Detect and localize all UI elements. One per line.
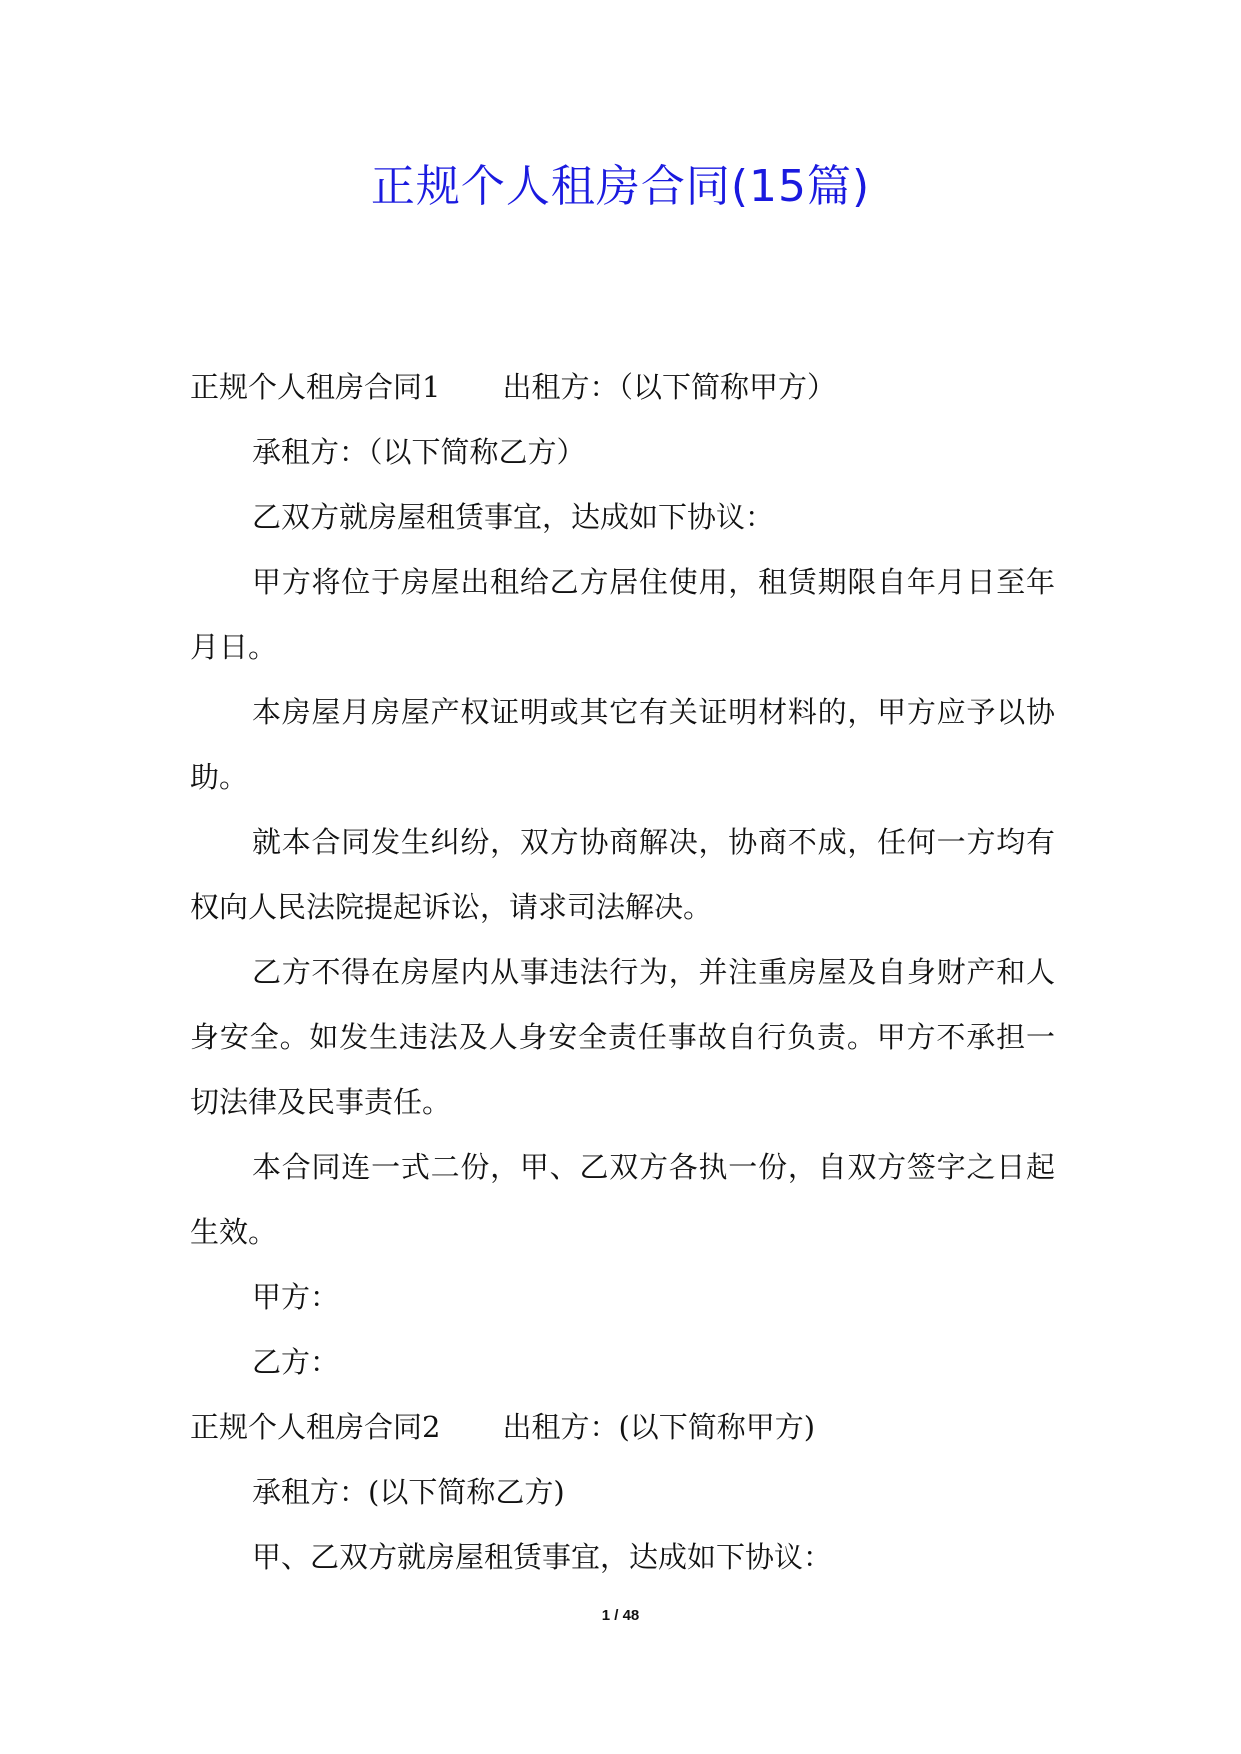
section-heading-tail: 出租方：(以下简称甲方) [502, 1410, 816, 1444]
section-heading-line [190, 355, 1055, 420]
paragraph: 本房屋月房屋产权证明或其它有关证明材料的，甲方应予以协助。 [190, 695, 1055, 794]
document-body [190, 355, 1055, 1590]
paragraph: 承租方：（以下简称乙方） [252, 435, 586, 469]
paragraph: 甲、乙双方就房屋租赁事宜，达成如下协议： [252, 1540, 833, 1574]
page-number: 1 / 48 [601, 1607, 640, 1624]
section-heading-tail: 出租方：（以下简称甲方） [502, 370, 836, 404]
section-heading: 正规个人租房合同2 [190, 1410, 441, 1444]
signature-line-party-a: 甲方： [252, 1280, 340, 1314]
section-heading-line [190, 1395, 1055, 1460]
paragraph: 乙方不得在房屋内从事违法行为，并注重房屋及自身财产和人身安全。如发生违法及人身安全责任事故自行负责。甲方不承担一切法律及民事责任。 [190, 955, 1055, 1119]
paragraph: 乙双方就房屋租赁事宜，达成如下协议： [252, 500, 775, 534]
paragraph: 甲方将位于房屋出租给乙方居住使用，租赁期限自年月日至年月日。 [190, 565, 1055, 664]
signature-line-party-b: 乙方： [252, 1345, 340, 1379]
section-heading: 正规个人租房合同1 [190, 370, 441, 404]
document-title: 正规个人租房合同(15篇) [370, 161, 871, 212]
paragraph: 本合同连一式二份，甲、乙双方各执一份，自双方签字之日起生效。 [190, 1150, 1055, 1249]
paragraph: 就本合同发生纠纷，双方协商解决，协商不成，任何一方均有权向人民法院提起诉讼，请求司法解决。 [190, 825, 1055, 924]
paragraph: 承租方：(以下简称乙方) [252, 1475, 565, 1509]
